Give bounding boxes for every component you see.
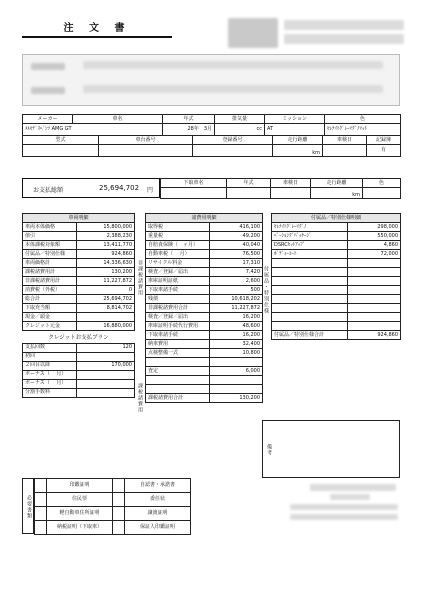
vehicle-price-row [23,277,135,286]
vehicle-price-value: 0 [77,286,135,295]
accessory-value: 4,860 [348,241,401,250]
accessories-total-label: 付属品／特別仕様合計 [272,331,348,340]
credit-label: ボーナス（ 月） [23,370,77,379]
vehicle-price-label: 非課税諸費用計 [23,277,77,286]
vehicle-price-value: 25,694,702 [77,295,135,304]
fee-label: 納車費用 [146,340,210,349]
fee-row [146,268,263,277]
doc-label: 自認書・承諾書 [125,479,191,493]
fee-label: 非課税諸費用合計 [146,304,210,313]
credit-label: ボーナス（ 月） [23,379,77,388]
accessory-label [272,268,348,277]
accessory-value: 550,000 [348,232,401,241]
doc-checkbox[interactable] [113,507,125,521]
fee-value: 2,600 [210,277,263,286]
vehicle-price-label: 值引 [23,232,77,241]
fee-value: 7,420 [210,268,263,277]
fee-label: リサイクル料金 [146,259,210,268]
vehicle-price-label: 課税諸費用計 [23,268,77,277]
fee-label: 残債 [146,295,210,304]
vehicle-price-value: 130,200 [77,268,135,277]
accessory-label [272,313,348,322]
vehicle-price-label: クレジット元金 [23,322,77,331]
accessory-label [272,304,348,313]
vehicle-price-row [23,241,135,250]
vehicle-price-row [23,250,135,259]
vehicle-price-label: 車両本体価格 [23,223,77,232]
fee-row [146,241,263,250]
header-color: 色 [325,115,401,124]
trade-car [161,188,227,199]
credit-value [77,352,135,361]
total-payment-box [22,178,160,198]
header-trade-mileage: 走行距離 [311,179,363,188]
doc-checkbox[interactable] [113,521,125,535]
header-trade-year: 年式 [227,179,271,188]
header-maker: メーカー [23,115,73,124]
fee-value: 130,200 [210,394,263,403]
accessory-row [272,250,401,259]
taxable-fees-label: 課税諸費用 [137,383,143,413]
accessory-label [272,277,348,286]
fee-label [146,385,210,394]
header-car-name: 車名 [73,115,163,124]
fee-row [146,223,263,232]
fee-row [146,349,263,358]
docs-side-box [22,478,34,534]
accessory-value [348,277,401,286]
header-mileage: 走行距離 [273,136,323,145]
credit-header: クレジットお支払プラン [48,334,109,341]
accessory-label: ﾍﾟｰｼｮﾝｸﾞﾊﾟｯｹｰｼﾞ [272,232,348,241]
total-label: お支払総額 [33,187,64,194]
trade-inspection [271,188,311,199]
docs-row [35,493,191,507]
fee-label: 下取車諸手続 [146,286,210,295]
fee-value: 500 [210,286,263,295]
vehicle-price-value: 11,227,872 [77,277,135,286]
doc-label: 譲渡証明 [125,507,191,521]
vehicle-price-value: 16,880,000 [77,322,135,331]
vehicle-inspection [323,145,367,157]
vehicle-chassis [99,145,193,157]
fee-label: 自動車税（ 月） [146,250,210,259]
vehicle-color: ｾﾚﾅｲﾄｸﾞﾚｰﾏｸﾞﾉﾏｯﾄ [325,124,401,136]
accessories-table [271,213,401,340]
header-year: 年式 [163,115,215,124]
header-record: 記録簿 [367,136,401,145]
fee-label: 車庫証明手続代行費用 [146,322,210,331]
accessories-header: 付属品／特別仕様明細 [272,214,401,223]
fee-label: 重量税 [146,232,210,241]
credit-row [23,379,135,388]
header-mission: ミッション [265,115,325,124]
header-displacement: 排気量 [215,115,265,124]
vehicle-price-label: 下取充当額 [23,304,77,313]
doc-label: 印鑑証明 [47,479,113,493]
credit-row [23,343,135,352]
accessory-value [348,313,401,322]
fee-row [146,394,263,403]
accessories-side-label: 付属品・特別仕様 [263,266,269,314]
header-inspection: 車検日 [323,136,367,145]
accessory-value [348,322,401,331]
credit-value: 120 [77,343,135,352]
vehicle-price-header: 車両明細 [23,214,135,223]
fee-value: 11,227,872 [210,304,263,313]
credit-label: 初回 [23,352,77,361]
doc-checkbox[interactable] [113,479,125,493]
header-trade-color: 色 [363,179,401,188]
accessory-row [272,295,401,304]
header-model: 型式 [23,136,99,145]
header-chassis: 車台番号 [99,136,193,145]
doc-checkbox[interactable] [35,507,47,521]
doc-label: 住民票 [47,493,113,507]
vehicle-maker: ﾒﾙｾﾃﾞｽﾍﾞﾝﾂ AMG GT [23,124,163,136]
trade-color [363,188,401,199]
page-title: 注 文 書 [22,22,172,38]
fee-value: 17,310 [210,259,263,268]
fee-label [146,358,210,367]
credit-row [23,352,135,361]
fee-value [210,385,263,394]
vehicle-mission: AT [265,124,325,136]
non-taxable-fees-label: 非課税諸費用 [137,260,143,296]
accessories-total-value: 924,860 [348,331,401,340]
vehicle-price-value: 8,814,702 [77,304,135,313]
header-registration: 登録番号 [193,136,273,145]
fee-value: 76,500 [210,250,263,259]
credit-plan-table [22,334,135,398]
vehicle-price-row [23,268,135,277]
accessory-row [272,232,401,241]
vehicle-price-value: 14,336,630 [77,259,135,268]
fee-value: 6,000 [210,367,263,376]
fee-label: 検査／登録／届出 [146,268,210,277]
doc-label: 保証人印鑑証明 [125,521,191,535]
header-trade-car: 下取車名 [161,179,227,188]
doc-checkbox[interactable] [35,493,47,507]
vehicle-price-value [77,313,135,322]
fee-row [146,250,263,259]
fee-label: 自賠責保険（ ヶ月） [146,241,210,250]
fee-row [146,304,263,313]
accessory-row [272,322,401,331]
credit-label: 支払回数 [23,343,77,352]
doc-checkbox[interactable] [113,493,125,507]
doc-label: 委任状 [125,493,191,507]
remarks-label: 備考 [266,444,272,456]
accessory-value [348,259,401,268]
fee-row [146,277,263,286]
accessory-label [272,322,348,331]
accessory-label: ｾﾚﾅｲﾄｸﾞﾚｰﾏｸﾞﾉ [272,223,348,232]
remarks-box [262,420,400,478]
vehicle-price-label: 車両価格計 [23,259,77,268]
vehicle-price-label: 本体課税対象額 [23,241,77,250]
docs-table [34,478,191,535]
total-unit: 円 [147,187,154,194]
fee-value: 10,800 [210,349,263,358]
fee-label: 取得税 [146,223,210,232]
accessory-label: DSRCｾｯﾄｱｯﾌﾟ [272,241,348,250]
accessory-row [272,277,401,286]
vehicle-price-value: 2,388,230 [77,232,135,241]
accessory-row [272,223,401,232]
fee-row [146,358,263,367]
accessory-row [272,268,401,277]
fee-label: 点検整備一式 [146,349,210,358]
vehicle-price-label: 付属品／特別仕様 [23,250,77,259]
credit-value: 170,000 [77,361,135,370]
vehicle-price-table [22,213,135,331]
vehicle-registration [193,145,273,157]
accessory-value [348,304,401,313]
accessory-row [272,241,401,250]
accessory-label: ﾎﾞﾃﾞｨｰｺｰﾄ [272,250,348,259]
trade-year [227,188,271,199]
fee-value: 10,618,202 [210,295,263,304]
fee-value: 40,040 [210,241,263,250]
accessory-value: 298,000 [348,223,401,232]
fees-header: 諸費用明細 [146,214,263,223]
fee-row [146,313,263,322]
vehicle-info-table-2 [22,135,401,157]
fee-row [146,286,263,295]
fee-value [210,376,263,385]
fee-value: 16,200 [210,313,263,322]
docs-row [35,507,191,521]
fee-value: 16,200 [210,331,263,340]
blurred-dealer-info [290,484,400,528]
fee-row [146,232,263,241]
header-trade-inspection: 車検日 [271,179,311,188]
doc-checkbox[interactable] [35,479,47,493]
vehicle-record: 有 [367,145,401,157]
accessory-value [348,295,401,304]
vehicle-price-row [23,322,135,331]
vehicle-price-value: 924,860 [77,250,135,259]
credit-value [77,370,135,379]
doc-label: 軽自動車住所証明 [47,507,113,521]
trade-in-table [160,178,401,199]
accessory-label [272,295,348,304]
credit-row [23,361,135,370]
vehicle-mileage: km [273,145,323,157]
vehicle-price-row [23,313,135,322]
accessory-value [348,286,401,295]
fee-value: 32,400 [210,340,263,349]
fee-value: 48,600 [210,322,263,331]
accessory-row [272,313,401,322]
vehicle-price-row [23,286,135,295]
docs-side-label: 必要書類 [26,495,32,519]
total-value: 25,694,702 [99,184,140,192]
accessory-row [272,259,401,268]
blurred-customer-info [22,54,400,106]
vehicle-price-label: 消費税（外税） [23,286,77,295]
fee-label: 課税諸費用合計 [146,394,210,403]
fee-value: 416,100 [210,223,263,232]
credit-value [77,388,135,397]
accessory-row [272,304,401,313]
fee-row [146,340,263,349]
vehicle-price-row [23,295,135,304]
vehicle-price-value: 15,800,000 [77,223,135,232]
docs-row [35,479,191,493]
docs-row [35,521,191,535]
vehicle-model [23,145,99,157]
fee-row [146,331,263,340]
doc-checkbox[interactable] [35,521,47,535]
credit-value [77,379,135,388]
vehicle-price-value: 13,411,770 [77,241,135,250]
vehicle-info-table [22,114,401,136]
accessory-value: 72,000 [348,250,401,259]
vehicle-price-row [23,259,135,268]
fee-row [146,367,263,376]
accessory-label [272,259,348,268]
accessory-value [348,268,401,277]
fee-row [146,385,263,394]
fee-row [146,322,263,331]
fee-value: 49,200 [210,232,263,241]
blurred-header-info [228,18,404,48]
doc-label: 納税証明（下取車） [47,521,113,535]
fee-label: 車庫証明証紙 [146,277,210,286]
vehicle-year: 28年 3月 [163,124,215,136]
vehicle-price-label: 現金／頭金 [23,313,77,322]
vehicle-price-row [23,304,135,313]
credit-label: 分割手数料 [23,388,77,397]
credit-row [23,370,135,379]
fee-label [146,376,210,385]
credit-label: ２回目以降 [23,361,77,370]
credit-row [23,388,135,397]
vehicle-price-label: 総合計 [23,295,77,304]
accessory-label [272,286,348,295]
vehicle-price-row [23,223,135,232]
fee-label: 検査／登録／届出 [146,313,210,322]
fee-label: 査定 [146,367,210,376]
fee-row [146,295,263,304]
vehicle-price-row [23,232,135,241]
fee-row [146,376,263,385]
fee-value [210,358,263,367]
fee-row [146,259,263,268]
accessory-row [272,286,401,295]
vehicle-displacement: cc [215,124,265,136]
fee-label: 下取車諸手続 [146,331,210,340]
fees-table [145,213,263,403]
trade-mileage: km [311,188,363,199]
